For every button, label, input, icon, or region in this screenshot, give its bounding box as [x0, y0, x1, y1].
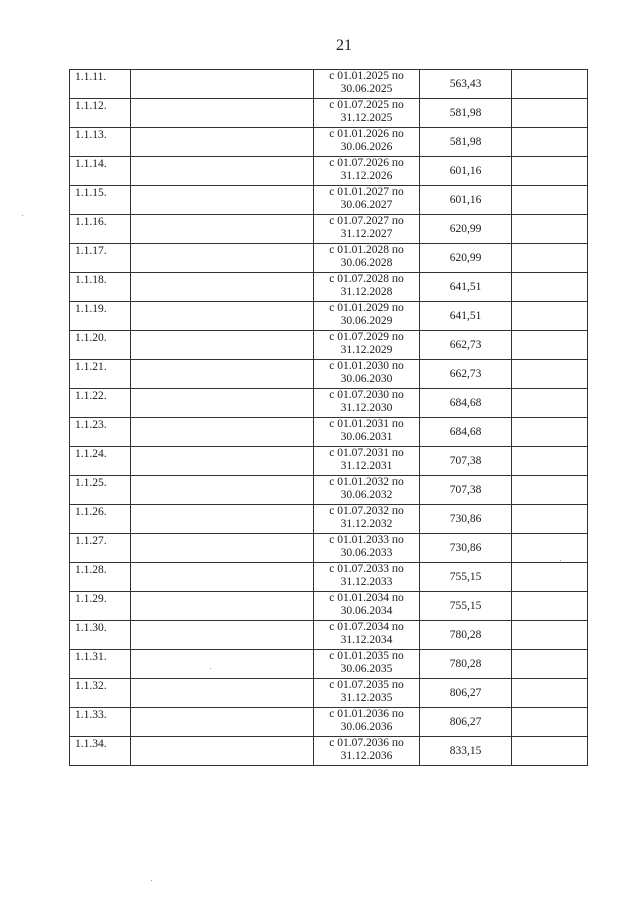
period-start: с 01.07.2025 по	[329, 99, 404, 111]
row-number: 1.1.20.	[70, 331, 131, 360]
period-start: с 01.07.2033 по	[329, 563, 404, 575]
period-start: с 01.07.2035 по	[329, 679, 404, 691]
empty-cell	[131, 331, 314, 360]
period-end: 31.12.2027	[340, 228, 393, 240]
row-number: 1.1.14.	[70, 157, 131, 186]
row-number: 1.1.16.	[70, 215, 131, 244]
period-end: 30.06.2033	[340, 547, 393, 559]
page-number: 21	[336, 37, 352, 54]
empty-cell	[512, 418, 588, 447]
scan-speck	[151, 880, 152, 881]
empty-cell	[131, 273, 314, 302]
empty-cell	[512, 708, 588, 737]
tariff-value: 601,16	[420, 186, 512, 215]
empty-cell	[512, 302, 588, 331]
tariff-value: 780,28	[420, 621, 512, 650]
row-number: 1.1.12.	[70, 99, 131, 128]
period-start: с 01.01.2029 по	[329, 302, 404, 314]
row-number: 1.1.34.	[70, 737, 131, 766]
tariff-value: 662,73	[420, 331, 512, 360]
row-number: 1.1.28.	[70, 563, 131, 592]
period-end: 31.12.2028	[340, 286, 393, 298]
tariff-value: 755,15	[420, 592, 512, 621]
period-end: 30.06.2032	[340, 489, 393, 501]
row-number: 1.1.15.	[70, 186, 131, 215]
row-number: 1.1.32.	[70, 679, 131, 708]
period-start: с 01.07.2030 по	[329, 389, 404, 401]
tariff-value: 563,43	[420, 70, 512, 99]
period-start: с 01.01.2027 по	[329, 186, 404, 198]
row-number: 1.1.27.	[70, 534, 131, 563]
empty-cell	[512, 157, 588, 186]
table-row	[70, 360, 588, 389]
empty-cell	[131, 563, 314, 592]
period-end: 30.06.2028	[340, 257, 393, 269]
table-row	[70, 505, 588, 534]
period-end: 31.12.2035	[340, 692, 393, 704]
period-cell	[314, 621, 420, 650]
tariff-value: 780,28	[420, 650, 512, 679]
empty-cell	[131, 447, 314, 476]
tariff-table	[69, 69, 588, 766]
table-row	[70, 650, 588, 679]
empty-cell	[512, 273, 588, 302]
table-row	[70, 737, 588, 766]
scan-speck	[22, 215, 23, 216]
tariff-value: 730,86	[420, 505, 512, 534]
period-start: с 01.01.2031 по	[329, 418, 404, 430]
empty-cell	[512, 592, 588, 621]
empty-cell	[512, 476, 588, 505]
row-number: 1.1.29.	[70, 592, 131, 621]
table-row	[70, 186, 588, 215]
period-end: 30.06.2030	[340, 373, 393, 385]
empty-cell	[512, 534, 588, 563]
period-start: с 01.07.2028 по	[329, 273, 404, 285]
empty-cell	[512, 650, 588, 679]
period-start: с 01.01.2025 по	[329, 70, 404, 82]
period-start: с 01.01.2035 по	[329, 650, 404, 662]
empty-cell	[131, 418, 314, 447]
period-cell	[314, 360, 420, 389]
period-start: с 01.01.2026 по	[329, 128, 404, 140]
empty-cell	[512, 679, 588, 708]
empty-cell	[512, 331, 588, 360]
empty-cell	[512, 389, 588, 418]
period-cell	[314, 186, 420, 215]
period-start: с 01.01.2030 по	[329, 360, 404, 372]
tariff-value: 755,15	[420, 563, 512, 592]
row-number: 1.1.26.	[70, 505, 131, 534]
period-start: с 01.01.2036 по	[329, 708, 404, 720]
tariff-value: 620,99	[420, 215, 512, 244]
empty-cell	[512, 70, 588, 99]
period-cell	[314, 70, 420, 99]
tariff-value: 684,68	[420, 418, 512, 447]
period-end: 31.12.2032	[340, 518, 393, 530]
empty-cell	[512, 737, 588, 766]
empty-cell	[131, 244, 314, 273]
period-end: 30.06.2031	[340, 431, 393, 443]
table-row	[70, 592, 588, 621]
period-end: 31.12.2031	[340, 460, 393, 472]
table-row	[70, 708, 588, 737]
period-cell	[314, 418, 420, 447]
period-cell	[314, 505, 420, 534]
table-row	[70, 331, 588, 360]
empty-cell	[131, 505, 314, 534]
empty-cell	[131, 650, 314, 679]
empty-cell	[131, 157, 314, 186]
empty-cell	[512, 99, 588, 128]
table-row	[70, 244, 588, 273]
empty-cell	[131, 128, 314, 157]
tariff-value: 707,38	[420, 447, 512, 476]
period-cell	[314, 273, 420, 302]
period-cell	[314, 302, 420, 331]
table-row	[70, 621, 588, 650]
period-cell	[314, 447, 420, 476]
period-start: с 01.07.2032 по	[329, 505, 404, 517]
period-start: с 01.07.2029 по	[329, 331, 404, 343]
row-number: 1.1.25.	[70, 476, 131, 505]
period-cell	[314, 128, 420, 157]
tariff-table-body	[70, 70, 588, 766]
period-cell	[314, 215, 420, 244]
table-row	[70, 447, 588, 476]
period-end: 31.12.2026	[340, 170, 393, 182]
empty-cell	[512, 621, 588, 650]
row-number: 1.1.11.	[70, 70, 131, 99]
period-end: 30.06.2034	[340, 605, 393, 617]
table-row	[70, 476, 588, 505]
empty-cell	[131, 708, 314, 737]
period-cell	[314, 99, 420, 128]
period-end: 31.12.2030	[340, 402, 393, 414]
table-row	[70, 157, 588, 186]
table-row	[70, 679, 588, 708]
empty-cell	[131, 476, 314, 505]
period-start: с 01.01.2033 по	[329, 534, 404, 546]
tariff-value: 684,68	[420, 389, 512, 418]
empty-cell	[131, 534, 314, 563]
table-row	[70, 70, 588, 99]
period-start: с 01.07.2027 по	[329, 215, 404, 227]
empty-cell	[512, 447, 588, 476]
period-cell	[314, 534, 420, 563]
table-row	[70, 534, 588, 563]
empty-cell	[512, 563, 588, 592]
empty-cell	[512, 186, 588, 215]
period-end: 30.06.2025	[340, 83, 393, 95]
tariff-value: 806,27	[420, 679, 512, 708]
tariff-value: 662,73	[420, 360, 512, 389]
period-end: 31.12.2029	[340, 344, 393, 356]
period-cell	[314, 737, 420, 766]
empty-cell	[512, 505, 588, 534]
empty-cell	[131, 186, 314, 215]
period-end: 30.06.2035	[340, 663, 393, 675]
empty-cell	[131, 99, 314, 128]
table-row	[70, 563, 588, 592]
table-row	[70, 128, 588, 157]
tariff-value: 641,51	[420, 302, 512, 331]
period-start: с 01.07.2031 по	[329, 447, 404, 459]
period-cell	[314, 157, 420, 186]
table-row	[70, 389, 588, 418]
empty-cell	[131, 592, 314, 621]
row-number: 1.1.19.	[70, 302, 131, 331]
table-row	[70, 302, 588, 331]
empty-cell	[512, 215, 588, 244]
period-cell	[314, 389, 420, 418]
tariff-value: 707,38	[420, 476, 512, 505]
empty-cell	[512, 360, 588, 389]
period-cell	[314, 244, 420, 273]
tariff-value: 730,86	[420, 534, 512, 563]
tariff-value: 581,98	[420, 128, 512, 157]
period-end: 31.12.2033	[340, 576, 393, 588]
period-end: 30.06.2029	[340, 315, 393, 327]
tariff-value: 641,51	[420, 273, 512, 302]
period-end: 30.06.2027	[340, 199, 393, 211]
period-cell	[314, 650, 420, 679]
period-start: с 01.07.2036 по	[329, 737, 404, 749]
period-cell	[314, 708, 420, 737]
table-row	[70, 273, 588, 302]
period-start: с 01.01.2034 по	[329, 592, 404, 604]
row-number: 1.1.33.	[70, 708, 131, 737]
row-number: 1.1.17.	[70, 244, 131, 273]
period-start: с 01.07.2034 по	[329, 621, 404, 633]
empty-cell	[131, 302, 314, 331]
tariff-value: 581,98	[420, 99, 512, 128]
empty-cell	[131, 360, 314, 389]
period-start: с 01.07.2026 по	[329, 157, 404, 169]
empty-cell	[512, 244, 588, 273]
table-row	[70, 418, 588, 447]
period-cell	[314, 331, 420, 360]
row-number: 1.1.30.	[70, 621, 131, 650]
tariff-value: 620,99	[420, 244, 512, 273]
table-row	[70, 99, 588, 128]
period-cell	[314, 563, 420, 592]
period-end: 31.12.2034	[340, 634, 393, 646]
row-number: 1.1.21.	[70, 360, 131, 389]
period-start: с 01.01.2028 по	[329, 244, 404, 256]
period-cell	[314, 592, 420, 621]
period-start: с 01.01.2032 по	[329, 476, 404, 488]
row-number: 1.1.13.	[70, 128, 131, 157]
period-end: 30.06.2036	[340, 721, 393, 733]
tariff-value: 806,27	[420, 708, 512, 737]
row-number: 1.1.18.	[70, 273, 131, 302]
empty-cell	[131, 389, 314, 418]
empty-cell	[512, 128, 588, 157]
row-number: 1.1.24.	[70, 447, 131, 476]
period-end: 30.06.2026	[340, 141, 393, 153]
empty-cell	[131, 215, 314, 244]
row-number: 1.1.22.	[70, 389, 131, 418]
empty-cell	[131, 621, 314, 650]
tariff-value: 833,15	[420, 737, 512, 766]
period-cell	[314, 679, 420, 708]
empty-cell	[131, 679, 314, 708]
period-end: 31.12.2036	[340, 750, 393, 762]
tariff-value: 601,16	[420, 157, 512, 186]
empty-cell	[131, 70, 314, 99]
period-end: 31.12.2025	[340, 112, 393, 124]
period-cell	[314, 476, 420, 505]
table-row	[70, 215, 588, 244]
row-number: 1.1.23.	[70, 418, 131, 447]
empty-cell	[131, 737, 314, 766]
row-number: 1.1.31.	[70, 650, 131, 679]
